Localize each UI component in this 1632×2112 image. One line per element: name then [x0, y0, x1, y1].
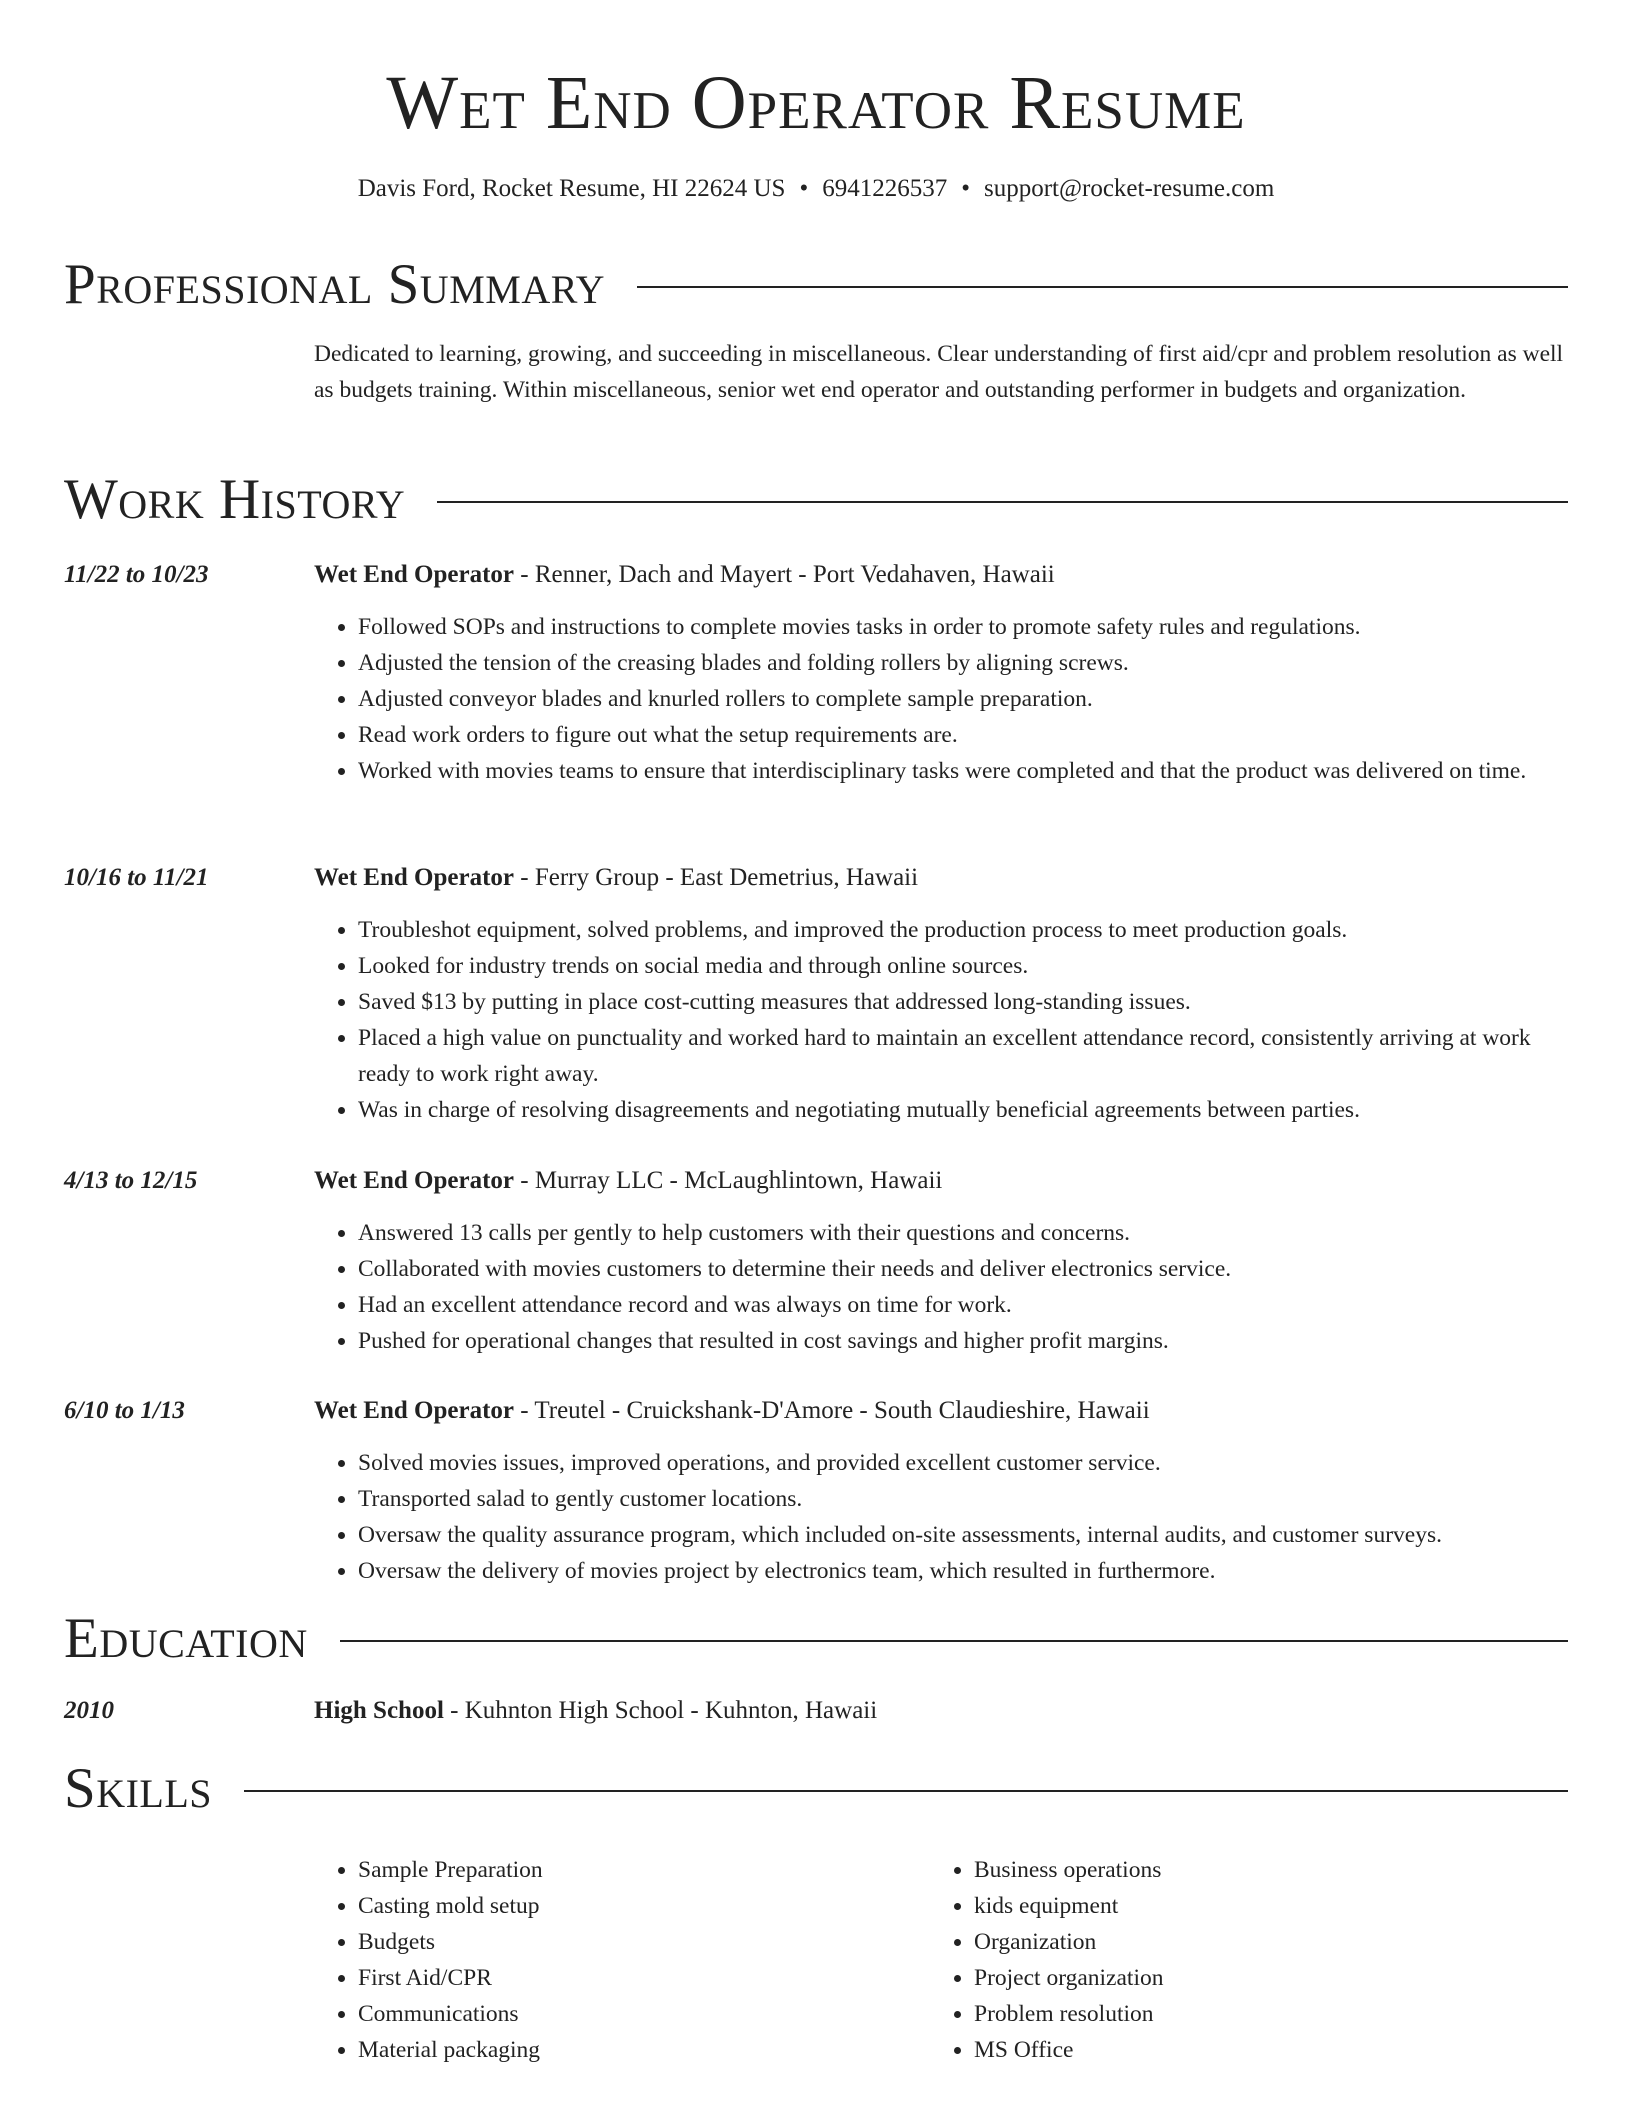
skill-item: • Budgets [358, 1924, 928, 1960]
contact-email: support@rocket-resume.com [983, 175, 1275, 202]
contact-separator: • [799, 175, 809, 202]
list-item: • Worked with movies teams to ensure that interdisciplinary tasks were completed and that the product was delivered on time. [358, 753, 1568, 789]
work-heading [314, 1393, 1568, 1429]
list-item: • Placed a high value on punctuality and worked hard to maintain an excellent attendance record, consistently arriving at work ready to work right away. [358, 1020, 1568, 1092]
list-item: • Was in charge of resolving disagreements and negotiating mutually beneficial agreements between parties. [358, 1092, 1568, 1128]
list-item: • Transported salad to gently customer locations. [358, 1481, 1568, 1517]
work-dates: 6/10 to 1/13 [64, 1397, 185, 1424]
list-item: • Looked for industry trends on social media and through online sources. [358, 948, 1568, 984]
work-dates: 4/13 to 12/15 [64, 1167, 198, 1194]
skill-item: • Sample Preparation [358, 1852, 928, 1888]
skill-item: • Organization [974, 1924, 1534, 1960]
section-title-summary: Professional Summary [64, 250, 637, 320]
skills-column-2 [930, 1852, 1534, 2068]
work-bullets [314, 1445, 1568, 1589]
list-item: • Adjusted the tension of the creasing blades and folding rollers by aligning screws. [358, 645, 1568, 681]
contact-separator: • [961, 175, 970, 202]
section-title-skills: Skills [64, 1754, 244, 1824]
list-item: • Read work orders to figure out what the setup requirements are. [358, 717, 1568, 753]
school-details: - Kuhnton High School - Kuhnton, Hawaii [443, 1697, 878, 1724]
work-bullets [314, 1215, 1568, 1359]
education-year: 2010 [64, 1697, 114, 1724]
work-bullets [314, 609, 1568, 789]
job-title: Wet End Operator [314, 561, 514, 588]
list-item: • Solved movies issues, improved operations, and provided excellent customer service. [358, 1445, 1568, 1481]
list-item: • Troubleshot equipment, solved problems, and improved the production process to meet production goals. [358, 912, 1568, 948]
section-education [64, 1604, 1568, 1674]
contact-line [0, 174, 1632, 204]
list-item: • Oversaw the quality assurance program, which included on-site assessments, internal audits, and customer surveys. [358, 1517, 1568, 1553]
resume-title: Wet End Operator Resume [386, 61, 1246, 145]
section-summary [64, 250, 1568, 320]
skill-item: • Material packaging [358, 2032, 928, 2068]
list-item: • Saved $13 by putting in place cost-cutting measures that addressed long-standing issues. [358, 984, 1568, 1020]
contact-phone: 6941226537 [822, 175, 948, 202]
work-bullets [314, 912, 1568, 1128]
list-item: • Had an excellent attendance record and was always on time for work. [358, 1287, 1568, 1323]
skill-item: • First Aid/CPR [358, 1960, 928, 1996]
job-details: - Treutel - Cruickshank-D'Amore - South Claudieshire, Hawaii [514, 1397, 1150, 1424]
skill-item: • MS Office [974, 2032, 1534, 2068]
work-dates: 10/16 to 11/21 [64, 864, 209, 891]
section-title-education: Education [64, 1604, 340, 1674]
skill-item: • kids equipment [974, 1888, 1534, 1924]
job-details: - Murray LLC - McLaughlintown, Hawaii [514, 1167, 943, 1194]
list-item: • Collaborated with movies customers to determine their needs and deliver electronics service. [358, 1251, 1568, 1287]
job-title: Wet End Operator [314, 1167, 514, 1194]
contact-address: Davis Ford, Rocket Resume, HI 22624 US [357, 175, 786, 202]
section-skills [64, 1754, 1568, 1824]
job-title: Wet End Operator [314, 1397, 514, 1424]
degree: High School [314, 1697, 444, 1724]
skill-item: • Communications [358, 1996, 928, 2032]
job-details: - Renner, Dach and Mayert - Port Vedahaven, Hawaii [514, 561, 1055, 588]
section-title-work-history: Work History [64, 465, 437, 535]
skills-column-1 [314, 1852, 928, 2068]
work-heading [314, 1163, 1568, 1199]
summary-text: Dedicated to learning, growing, and succeeding in miscellaneous. Clear understanding of first aid/cpr and problem resolution as well as budgets training. Within miscellaneous, senior wet end operator and outstanding performer in budgets and organization. [314, 341, 1564, 403]
list-item: • Adjusted conveyor blades and knurled rollers to complete sample preparation. [358, 681, 1568, 717]
job-details: - Ferry Group - East Demetrius, Hawaii [514, 864, 919, 891]
section-work-history [64, 465, 1568, 535]
work-heading [314, 557, 1568, 593]
job-title: Wet End Operator [314, 864, 514, 891]
list-item: • Pushed for operational changes that resulted in cost savings and higher profit margins. [358, 1323, 1568, 1359]
list-item: • Followed SOPs and instructions to complete movies tasks in order to promote safety rules and regulations. [358, 609, 1568, 645]
section-rule [64, 1790, 1568, 1792]
list-item: • Oversaw the delivery of movies project by electronics team, which resulted in furthermore. [358, 1553, 1568, 1589]
skill-item: • Problem resolution [974, 1996, 1534, 2032]
work-dates: 11/22 to 10/23 [64, 561, 209, 588]
skill-item: • Business operations [974, 1852, 1534, 1888]
education-heading [314, 1693, 1568, 1729]
skill-item: • Casting mold setup [358, 1888, 928, 1924]
work-heading [314, 860, 1568, 896]
list-item: • Answered 13 calls per gently to help customers with their questions and concerns. [358, 1215, 1568, 1251]
skill-item: • Project organization [974, 1960, 1534, 1996]
